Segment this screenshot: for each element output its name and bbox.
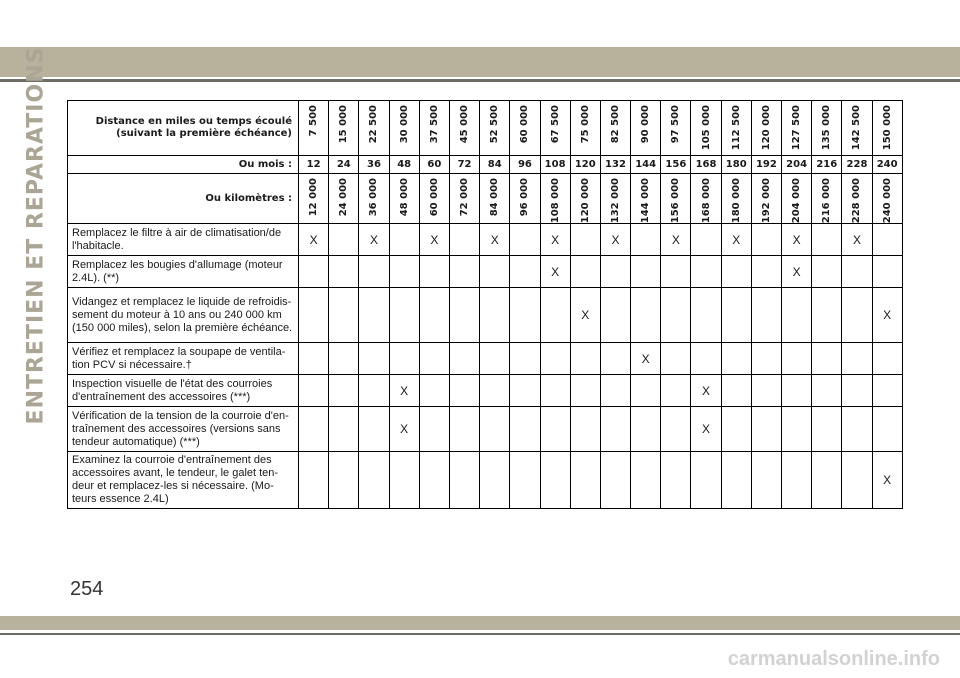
- top-rule: [0, 79, 960, 82]
- months-row-value: 72: [449, 156, 479, 174]
- schedule-mark: [631, 256, 661, 288]
- months-row-value: 192: [751, 156, 781, 174]
- km-row-value: 48 000: [398, 178, 410, 217]
- schedule-mark: [812, 256, 842, 288]
- miles-row-value: 105 000: [700, 105, 712, 151]
- schedule-mark: [570, 256, 600, 288]
- schedule-mark: [449, 224, 479, 256]
- km-row-cell: [782, 174, 812, 224]
- miles-row-value: 142 500: [851, 105, 863, 151]
- miles-row-value: 150 000: [881, 105, 893, 151]
- miles-row-cell: [842, 101, 872, 156]
- miles-row-label: Distance en miles ou temps écoulé (suivant la première échéance): [68, 101, 299, 156]
- months-row-value: 48: [389, 156, 419, 174]
- schedule-mark: X: [299, 224, 329, 256]
- miles-row-cell: [480, 101, 510, 156]
- schedule-mark: [449, 407, 479, 452]
- schedule-mark: [842, 256, 872, 288]
- schedule-mark: [812, 288, 842, 343]
- schedule-mark: [510, 375, 540, 407]
- km-row-cell: [691, 174, 721, 224]
- schedule-mark: [480, 256, 510, 288]
- schedule-mark: [751, 288, 781, 343]
- km-row-value: 72 000: [459, 178, 471, 217]
- km-row-value: 132 000: [609, 178, 621, 224]
- schedule-mark: X: [842, 224, 872, 256]
- km-row-value: 192 000: [760, 178, 772, 224]
- schedule-row: [68, 452, 903, 509]
- km-row-cell: [480, 174, 510, 224]
- watermark: carmanualsonline.info: [727, 648, 940, 670]
- schedule-mark: [449, 375, 479, 407]
- schedule-mark: [872, 407, 902, 452]
- schedule-mark: [872, 343, 902, 375]
- km-row: [68, 174, 903, 224]
- miles-row-value: 30 000: [398, 105, 410, 144]
- km-row-value: 180 000: [730, 178, 742, 224]
- schedule-mark: [721, 452, 751, 509]
- schedule-mark: [419, 343, 449, 375]
- schedule-mark: [661, 407, 691, 452]
- km-row-cell: [872, 174, 902, 224]
- km-row-value: 216 000: [821, 178, 833, 224]
- schedule-mark: [389, 343, 419, 375]
- schedule-mark: [389, 224, 419, 256]
- km-row-value: 120 000: [579, 178, 591, 224]
- schedule-mark: [570, 375, 600, 407]
- miles-row-value: 22 500: [368, 105, 380, 144]
- km-row-cell: [600, 174, 630, 224]
- km-row-cell: [299, 174, 329, 224]
- miles-row-cell: [691, 101, 721, 156]
- schedule-mark: [812, 343, 842, 375]
- schedule-mark: X: [631, 343, 661, 375]
- schedule-mark: [751, 375, 781, 407]
- km-row-value: 60 000: [428, 178, 440, 217]
- schedule-mark: [359, 375, 389, 407]
- km-row-value: 240 000: [881, 178, 893, 224]
- schedule-mark: [600, 343, 630, 375]
- schedule-mark: [872, 224, 902, 256]
- miles-row-value: 15 000: [338, 105, 350, 144]
- miles-row-cell: [299, 101, 329, 156]
- schedule-mark: [842, 375, 872, 407]
- schedule-mark: X: [782, 256, 812, 288]
- schedule-mark: [419, 452, 449, 509]
- schedule-mark: X: [389, 407, 419, 452]
- miles-row-value: 82 500: [609, 105, 621, 144]
- miles-row-value: 97 500: [670, 105, 682, 144]
- schedule-mark: [449, 452, 479, 509]
- miles-row-cell: [449, 101, 479, 156]
- schedule-mark: [329, 343, 359, 375]
- schedule-row: [68, 375, 903, 407]
- schedule-mark: [631, 452, 661, 509]
- bottom-rule: [0, 633, 960, 635]
- maintenance-task-description: Vérification de la tension de la courroie d'en-traînement des accessoires (versions sans tendeur automatique) (***): [68, 407, 299, 452]
- maintenance-task-description: Vidangez et remplacez le liquide de refroidis-sement du moteur à 10 ans ou 240 000 km (150 000 miles), selon la première échéance.: [68, 288, 299, 343]
- schedule-mark: [389, 288, 419, 343]
- schedule-mark: [782, 375, 812, 407]
- schedule-mark: [389, 256, 419, 288]
- schedule-mark: [600, 256, 630, 288]
- schedule-mark: X: [540, 224, 570, 256]
- schedule-mark: [751, 407, 781, 452]
- schedule-mark: [631, 224, 661, 256]
- miles-row-cell: [751, 101, 781, 156]
- miles-row-value: 112 500: [730, 105, 742, 151]
- schedule-mark: [480, 288, 510, 343]
- km-row-cell: [842, 174, 872, 224]
- maintenance-task-description: Remplacez les bougies d'allumage (moteur 2.4L). (**): [68, 256, 299, 288]
- schedule-mark: [329, 375, 359, 407]
- schedule-mark: [359, 452, 389, 509]
- miles-row-cell: [600, 101, 630, 156]
- km-row-value: 168 000: [700, 178, 712, 224]
- side-section-title-text: ENTRETIEN ET REPARATIONS: [23, 46, 49, 424]
- schedule-mark: [359, 288, 389, 343]
- km-row-value: 96 000: [519, 178, 531, 217]
- schedule-mark: [661, 288, 691, 343]
- schedule-mark: [600, 288, 630, 343]
- months-row-value: 120: [570, 156, 600, 174]
- bottom-band: [0, 616, 960, 630]
- schedule-mark: [842, 343, 872, 375]
- schedule-mark: [299, 407, 329, 452]
- months-row-value: 168: [691, 156, 721, 174]
- schedule-mark: X: [691, 375, 721, 407]
- schedule-mark: [661, 375, 691, 407]
- schedule-mark: [631, 407, 661, 452]
- schedule-mark: [570, 452, 600, 509]
- schedule-mark: [510, 407, 540, 452]
- schedule-mark: [631, 288, 661, 343]
- months-row-value: 240: [872, 156, 902, 174]
- schedule-mark: [691, 343, 721, 375]
- top-band: [0, 47, 960, 77]
- schedule-mark: [540, 407, 570, 452]
- schedule-mark: [872, 256, 902, 288]
- schedule-mark: [600, 452, 630, 509]
- months-row-value: 216: [812, 156, 842, 174]
- km-row-cell: [540, 174, 570, 224]
- miles-row-value: 37 500: [428, 105, 440, 144]
- maintenance-task-description: Examinez la courroie d'entraînement des accessoires avant, le tendeur, le galet ten-deur et remplacez-les si nécessaire. (Mo-teurs essence 2.4L): [68, 452, 299, 509]
- schedule-mark: [661, 343, 691, 375]
- schedule-mark: [842, 407, 872, 452]
- schedule-mark: [842, 288, 872, 343]
- km-row-cell: [329, 174, 359, 224]
- schedule-mark: [359, 407, 389, 452]
- km-row-cell: [631, 174, 661, 224]
- schedule-mark: [480, 407, 510, 452]
- miles-row-cell: [419, 101, 449, 156]
- km-row-value: 204 000: [791, 178, 803, 224]
- schedule-mark: [661, 256, 691, 288]
- schedule-mark: [540, 452, 570, 509]
- schedule-mark: X: [359, 224, 389, 256]
- maintenance-task-description: Inspection visuelle de l'état des courroies d'entraînement des accessoires (***): [68, 375, 299, 407]
- months-row-value: 180: [721, 156, 751, 174]
- months-row-value: 228: [842, 156, 872, 174]
- schedule-mark: [691, 224, 721, 256]
- schedule-mark: [510, 343, 540, 375]
- schedule-mark: [721, 375, 751, 407]
- schedule-mark: [812, 224, 842, 256]
- miles-row-cell: [510, 101, 540, 156]
- schedule-mark: [329, 452, 359, 509]
- miles-row-value: 45 000: [459, 105, 471, 144]
- months-row-value: 132: [600, 156, 630, 174]
- schedule-mark: [691, 256, 721, 288]
- schedule-row: [68, 224, 903, 256]
- schedule-mark: [329, 224, 359, 256]
- schedule-mark: [751, 452, 781, 509]
- maintenance-task-description: Remplacez le filtre à air de climatisation/de l'habitacle.: [68, 224, 299, 256]
- schedule-mark: X: [661, 224, 691, 256]
- schedule-mark: [510, 224, 540, 256]
- schedule-mark: X: [419, 224, 449, 256]
- maintenance-task-description: Vérifiez et remplacez la soupape de ventila-tion PCV si nécessaire.†: [68, 343, 299, 375]
- schedule-mark: [812, 452, 842, 509]
- schedule-mark: [419, 375, 449, 407]
- schedule-mark: X: [480, 224, 510, 256]
- schedule-mark: [299, 256, 329, 288]
- km-row-cell: [359, 174, 389, 224]
- schedule-mark: [631, 375, 661, 407]
- months-row-label: Ou mois :: [68, 156, 299, 174]
- km-row-cell: [721, 174, 751, 224]
- schedule-mark: X: [721, 224, 751, 256]
- months-row-value: 144: [631, 156, 661, 174]
- months-row-value: 36: [359, 156, 389, 174]
- schedule-mark: X: [872, 452, 902, 509]
- schedule-mark: [449, 256, 479, 288]
- miles-row-cell: [570, 101, 600, 156]
- km-row-value: 36 000: [368, 178, 380, 217]
- schedule-mark: [872, 375, 902, 407]
- schedule-mark: [419, 256, 449, 288]
- schedule-mark: [480, 343, 510, 375]
- miles-row: [68, 101, 903, 156]
- schedule-mark: [389, 452, 419, 509]
- schedule-mark: [359, 343, 389, 375]
- months-row-value: 108: [540, 156, 570, 174]
- schedule-mark: [570, 343, 600, 375]
- schedule-mark: [480, 452, 510, 509]
- months-row-value: 204: [782, 156, 812, 174]
- schedule-mark: [721, 288, 751, 343]
- km-row-value: 108 000: [549, 178, 561, 224]
- months-row-value: 156: [661, 156, 691, 174]
- schedule-mark: [751, 224, 781, 256]
- schedule-mark: [782, 407, 812, 452]
- miles-row-cell: [782, 101, 812, 156]
- schedule-mark: [721, 343, 751, 375]
- miles-row-value: 135 000: [821, 105, 833, 151]
- schedule-mark: [299, 343, 329, 375]
- miles-row-value: 127 500: [791, 105, 803, 151]
- schedule-mark: [661, 452, 691, 509]
- months-row-value: 12: [299, 156, 329, 174]
- schedule-mark: [570, 407, 600, 452]
- miles-row-cell: [661, 101, 691, 156]
- schedule-mark: [691, 452, 721, 509]
- schedule-mark: X: [600, 224, 630, 256]
- schedule-mark: X: [540, 256, 570, 288]
- schedule-mark: [510, 288, 540, 343]
- miles-row-value: 120 000: [760, 105, 772, 151]
- miles-row-value: 7 500: [308, 105, 320, 137]
- schedule-mark: [449, 343, 479, 375]
- schedule-mark: [540, 343, 570, 375]
- schedule-mark: [600, 407, 630, 452]
- km-row-value: 144 000: [640, 178, 652, 224]
- schedule-mark: [782, 288, 812, 343]
- schedule-mark: [329, 256, 359, 288]
- schedule-mark: [299, 375, 329, 407]
- schedule-mark: [329, 407, 359, 452]
- side-section-title: [16, 46, 56, 424]
- schedule-row: [68, 407, 903, 452]
- miles-row-cell: [631, 101, 661, 156]
- schedule-mark: [480, 375, 510, 407]
- schedule-mark: [721, 256, 751, 288]
- km-row-value: 24 000: [338, 178, 350, 217]
- miles-row-cell: [359, 101, 389, 156]
- km-row-cell: [510, 174, 540, 224]
- schedule-mark: [782, 343, 812, 375]
- miles-row-value: 90 000: [640, 105, 652, 144]
- miles-row-value: 52 500: [489, 105, 501, 144]
- schedule-mark: [419, 288, 449, 343]
- schedule-mark: [812, 407, 842, 452]
- schedule-mark: X: [389, 375, 419, 407]
- miles-row-cell: [872, 101, 902, 156]
- miles-row-value: 67 500: [549, 105, 561, 144]
- page-number: 254: [70, 578, 104, 600]
- schedule-mark: [691, 288, 721, 343]
- miles-row-cell: [721, 101, 751, 156]
- schedule-mark: [510, 452, 540, 509]
- km-row-value: 84 000: [489, 178, 501, 217]
- months-row-value: 96: [510, 156, 540, 174]
- schedule-mark: [299, 452, 329, 509]
- schedule-mark: [751, 343, 781, 375]
- km-row-value: 156 000: [670, 178, 682, 224]
- miles-row-cell: [812, 101, 842, 156]
- schedule-mark: X: [691, 407, 721, 452]
- schedule-mark: [359, 256, 389, 288]
- schedule-mark: X: [872, 288, 902, 343]
- km-row-cell: [449, 174, 479, 224]
- schedule-mark: [419, 407, 449, 452]
- km-row-cell: [419, 174, 449, 224]
- schedule-mark: [782, 452, 812, 509]
- maintenance-schedule-table: [67, 100, 903, 509]
- schedule-mark: [449, 288, 479, 343]
- schedule-mark: [812, 375, 842, 407]
- months-row-value: 84: [480, 156, 510, 174]
- schedule-mark: [842, 452, 872, 509]
- schedule-mark: [751, 256, 781, 288]
- km-row-label: Ou kilomètres :: [68, 174, 299, 224]
- schedule-mark: X: [782, 224, 812, 256]
- schedule-mark: X: [570, 288, 600, 343]
- schedule-mark: [721, 407, 751, 452]
- miles-row-value: 75 000: [579, 105, 591, 144]
- miles-row-value: 60 000: [519, 105, 531, 144]
- km-row-cell: [570, 174, 600, 224]
- schedule-mark: [540, 375, 570, 407]
- miles-row-cell: [329, 101, 359, 156]
- miles-row-cell: [389, 101, 419, 156]
- km-row-value: 228 000: [851, 178, 863, 224]
- schedule-row: [68, 256, 903, 288]
- months-row: [68, 156, 903, 174]
- miles-row-cell: [540, 101, 570, 156]
- schedule-mark: [510, 256, 540, 288]
- km-row-cell: [661, 174, 691, 224]
- schedule-mark: [299, 288, 329, 343]
- schedule-mark: [600, 375, 630, 407]
- schedule-row: [68, 343, 903, 375]
- months-row-value: 24: [329, 156, 359, 174]
- schedule-mark: [329, 288, 359, 343]
- schedule-mark: [570, 224, 600, 256]
- km-row-cell: [751, 174, 781, 224]
- km-row-value: 12 000: [308, 178, 320, 217]
- schedule-mark: [540, 288, 570, 343]
- months-row-value: 60: [419, 156, 449, 174]
- km-row-cell: [389, 174, 419, 224]
- schedule-row: [68, 288, 903, 343]
- km-row-cell: [812, 174, 842, 224]
